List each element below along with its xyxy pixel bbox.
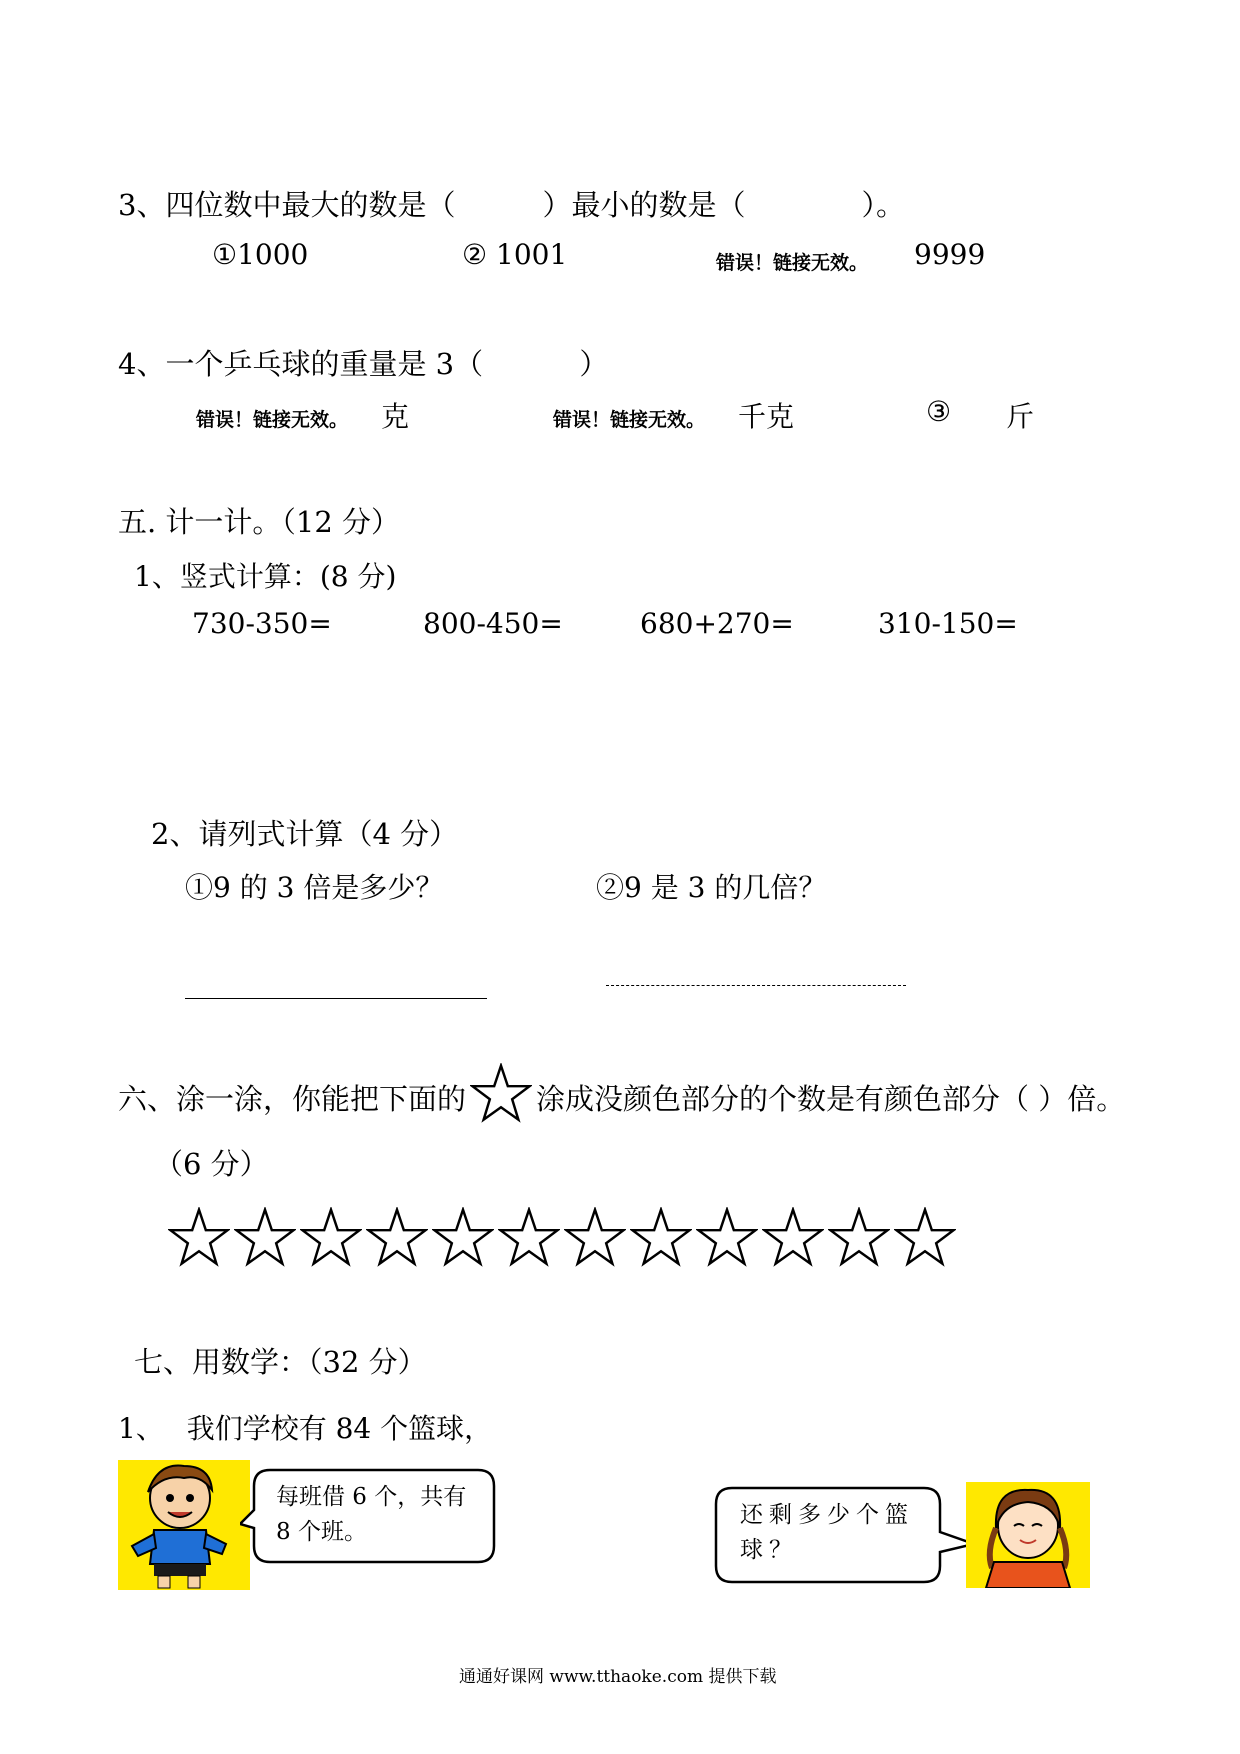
q3-option-2: ② 1001 [462, 238, 568, 271]
section-6-score: （6 分） [154, 1147, 269, 1181]
star-icon [470, 1063, 532, 1123]
section-7-q1: 1、 我们学校有 84 个篮球， [118, 1412, 493, 1445]
section-5-sub1: 1、竖式计算：(8 分) [134, 560, 397, 593]
q4-option-2-error: 错误！链接无效。 [553, 409, 706, 431]
section-5-sub2: 2、请列式计算（4 分） [151, 817, 459, 851]
footer-text: 通通好课网 www.tthaoke.com 提供下载 [459, 1667, 777, 1687]
speech-bubble-left-text: 每班借 6 个，共有 8 个班。 [276, 1484, 467, 1545]
expr-1: 730-350= [192, 607, 332, 640]
q4-text: 4、一个乒乓球的重量是 3（ ） [118, 347, 609, 381]
answer-line-1 [185, 998, 487, 999]
star-icon[interactable] [828, 1207, 890, 1267]
star-row [168, 1207, 956, 1267]
star-icon[interactable] [630, 1207, 692, 1267]
speech-bubble-right-text: 还剩多少个篮球？ [740, 1502, 914, 1563]
star-icon[interactable] [366, 1207, 428, 1267]
section-6-text-a: 六、涂一涂，你能把下面的 [118, 1082, 467, 1116]
q3-text: 3、四位数中最大的数是（ ）最小的数是（ ）。 [118, 188, 905, 222]
expr-2: 800-450= [423, 607, 563, 640]
star-icon[interactable] [168, 1207, 230, 1267]
problem-2: ②9 是 3 的几倍？ [596, 871, 827, 904]
q3-option-3-error: 错误！链接无效。 [716, 252, 869, 274]
answer-line-2 [606, 985, 906, 986]
problem-1: ①9 的 3 倍是多少？ [185, 871, 444, 904]
star-icon[interactable] [498, 1207, 560, 1267]
star-icon[interactable] [300, 1207, 362, 1267]
girl-picture [966, 1482, 1090, 1588]
star-icon[interactable] [894, 1207, 956, 1267]
section-6-text-b: 涂成没颜色部分的个数是有颜色部分（ ）倍。 [536, 1082, 1126, 1116]
star-icon[interactable] [432, 1207, 494, 1267]
q3-option-3: 9999 [914, 238, 986, 271]
q4-option-1-error: 错误！链接无效。 [196, 409, 349, 431]
expr-3: 680+270= [640, 607, 794, 640]
q4-option-3-number: ③ [926, 395, 952, 428]
star-icon[interactable] [564, 1207, 626, 1267]
section-5-title: 五. 计一计。（12 分） [118, 505, 401, 539]
star-icon[interactable] [696, 1207, 758, 1267]
star-icon[interactable] [762, 1207, 824, 1267]
q3-option-1: ①1000 [212, 238, 309, 271]
boy-picture [118, 1460, 250, 1590]
star-icon[interactable] [234, 1207, 296, 1267]
section-7-title: 七、用数学：（32 分） [134, 1345, 427, 1379]
q4-option-1: 克 [381, 400, 410, 433]
q4-option-2: 千克 [738, 400, 795, 433]
expr-4: 310-150= [878, 607, 1018, 640]
q4-option-3: 斤 [1006, 400, 1035, 433]
